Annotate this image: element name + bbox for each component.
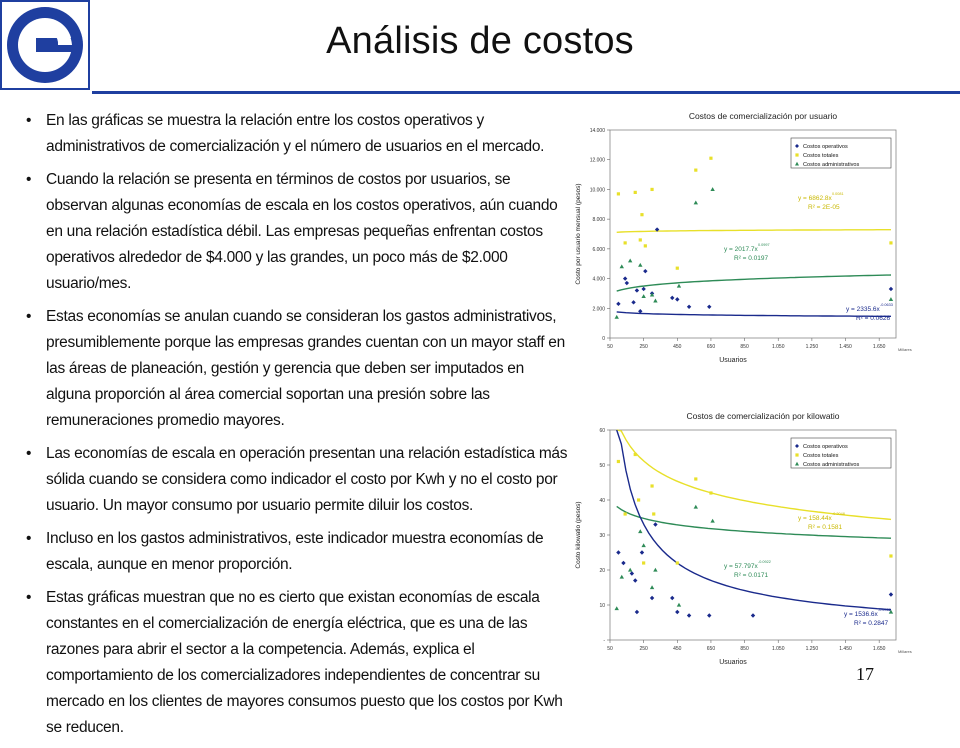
data-point (624, 512, 627, 515)
x-tick-label: 650 (706, 646, 716, 652)
bullet-item (10, 167, 570, 297)
data-point (624, 241, 627, 244)
x-unit-note: Millares (898, 347, 912, 352)
data-point (709, 491, 712, 494)
x-axis-label: Usuarios (719, 659, 747, 666)
trend-exponent: -0.6952 (878, 608, 891, 612)
legend-marker (795, 153, 798, 156)
data-point (617, 460, 620, 463)
data-point (634, 453, 637, 456)
bullet-text: Incluso en los gastos administrativos, este indicador muestra economías de escala, aunque en menor proporción. (46, 530, 544, 573)
bullet-list (10, 108, 570, 748)
x-tick-label: 1.450 (839, 646, 852, 652)
y-tick-label: 50 (599, 463, 605, 469)
trend-exponent: 0.0997 (758, 243, 770, 247)
x-tick-label: 850 (740, 646, 749, 652)
x-unit-note: Millares (898, 649, 912, 654)
y-tick-label: 14.000 (589, 128, 605, 134)
data-point (634, 191, 637, 194)
y-tick-label: 60 (599, 428, 605, 434)
x-tick-label: 1.250 (805, 344, 819, 350)
trend-exponent: -0.2048 (832, 512, 845, 516)
x-tick-label: 1.050 (771, 344, 785, 350)
bullet-text: Estas gráficas muestran que no es cierto que existan economías de escala constantes en el comercialización de energía eléctrica, que es una de las razones para abrir el sector a la competencia. Además, explica el comportamiento de los comercializadores independientes de concentrar su mercado en los clientes de mayores consumos puesto que los costos por Kwh se reducen. (46, 589, 563, 736)
trend-r2: R² = 0.0197 (734, 255, 769, 262)
x-tick-label: 650 (706, 344, 716, 350)
trend-exponent: 0.0081 (832, 192, 844, 196)
cost-per-kwh-chart (566, 408, 920, 670)
y-tick-label: 4.000 (592, 276, 605, 283)
data-point (889, 241, 892, 244)
trend-exponent: -0.0922 (758, 560, 771, 564)
legend-label: Costos administrativos (803, 462, 860, 468)
data-point (676, 267, 679, 270)
bullet-item (10, 304, 570, 434)
trend-r2: R² = 0.1581 (808, 524, 843, 531)
data-point (639, 238, 642, 241)
y-tick-label: 2.000 (592, 306, 605, 313)
chart-title: Costos de comercialización por usuario (688, 111, 838, 121)
data-point (889, 554, 892, 557)
legend-label: Costos administrativos (803, 162, 860, 168)
trend-exponent: -0.0633 (880, 303, 893, 307)
y-axis-label: Costo por usuario mensual (pesos) (575, 183, 582, 285)
bullet-text: Cuando la relación se presenta en términos de costos por usuarios, se observan algunas economías de escala en los costos operativos, aún cuando en una relación estadística débil. Las empresas pequeñas enfrentan costos operativos alrededor de $4.000 y las grandes, un poco más de $2.000 usuario/mes. (46, 171, 558, 292)
data-point (642, 561, 645, 564)
x-tick-label: 1.650 (872, 646, 886, 652)
y-tick-label: 8.000 (592, 217, 605, 224)
y-axis-label: Costo kilowatio (pesos) (575, 501, 582, 569)
x-tick-label: 850 (740, 344, 749, 350)
x-tick-label: 1.050 (771, 646, 785, 652)
legend-label: Costos operativos (803, 444, 848, 450)
trend-r2: R² = 2E-05 (808, 204, 840, 211)
bullet-dot: • (26, 171, 32, 188)
bullet-text: En las gráficas se muestra la relación entre los costos operativos y administrativos de comercialización y el número de usuarios en el mercado. (46, 112, 545, 155)
y-tick-label: 30 (599, 533, 605, 539)
data-point (640, 213, 643, 216)
y-tick-label: 10 (599, 603, 605, 609)
trend-r2: R² = 0.0626 (856, 315, 891, 322)
x-tick-label: 450 (673, 646, 682, 652)
data-point (652, 512, 655, 515)
data-point (694, 477, 697, 480)
bullet-dot: • (26, 530, 32, 547)
trend-equation: y = 6862.8x (798, 195, 832, 202)
data-point (694, 169, 697, 172)
y-tick-label: - (603, 638, 605, 644)
y-tick-label: 6.000 (592, 246, 605, 253)
bullet-text: Estas economías se anulan cuando se consideran los gastos administrativos, presumiblemente porque las empresas grandes cuentan con un mayor staff en las áreas de planeación, gestión y gerencia que deben ser imputados en alguna proporción al área comercial soportan una presión sobre las remuneraciones promedio mayores. (46, 308, 565, 429)
x-tick-label: 1.650 (872, 344, 886, 350)
data-point (650, 484, 653, 487)
trend-equation: y = 1536.6x (844, 611, 878, 618)
chart-title: Costos de comercialización por kilowatio (686, 411, 840, 421)
trend-equation: y = 158.44x (798, 515, 832, 522)
legend-label: Costos operativos (803, 144, 848, 150)
trend-r2: R² = 0.2847 (854, 620, 889, 627)
page-number: 17 (856, 664, 874, 684)
title-divider (92, 91, 960, 94)
x-tick-label: 250 (639, 646, 648, 652)
cost-per-user-chart (566, 108, 920, 368)
bullet-item (10, 526, 570, 578)
legend-label: Costos totales (803, 453, 839, 459)
x-tick-label: 50 (607, 344, 613, 350)
bullet-dot: • (26, 112, 32, 129)
y-tick-label: 40 (599, 498, 605, 504)
bullet-dot: • (26, 308, 32, 325)
bullet-item (10, 585, 570, 741)
y-tick-label: 0 (602, 336, 605, 342)
data-point (709, 157, 712, 160)
bullet-dot: • (26, 589, 32, 606)
y-tick-label: 10.000 (589, 187, 605, 194)
slide-title: Análisis de costos (326, 20, 634, 62)
legend-marker (795, 453, 798, 456)
data-point (637, 498, 640, 501)
data-point (676, 561, 679, 564)
data-point (644, 244, 647, 247)
y-tick-label: 12.000 (589, 157, 605, 164)
bullet-dot: • (26, 445, 32, 462)
bullet-item (10, 108, 570, 160)
bullet-item (10, 441, 570, 519)
data-point (650, 188, 653, 191)
trend-equation: y = 2335.6x (846, 306, 880, 313)
x-tick-label: 1.250 (805, 646, 819, 652)
bullet-text: Las economías de escala en operación presentan una relación estadística más sólida cuando se considera como indicador el costo por Kwh y no el costo por usuario. Un mayor consumo por usuario permite diluir los costos. (46, 445, 568, 514)
x-tick-label: 250 (639, 344, 648, 350)
data-point (617, 192, 620, 195)
y-tick-label: 20 (599, 568, 605, 574)
trend-equation: y = 2017.7x (724, 246, 758, 253)
trend-r2: R² = 0.0171 (734, 572, 769, 579)
x-tick-label: 1.450 (839, 344, 852, 350)
x-tick-label: 50 (607, 646, 613, 652)
legend-label: Costos totales (803, 153, 839, 159)
trend-equation: y = 57.797x (724, 563, 758, 570)
x-tick-label: 450 (673, 344, 682, 350)
x-axis-label: Usuarios (719, 357, 747, 364)
